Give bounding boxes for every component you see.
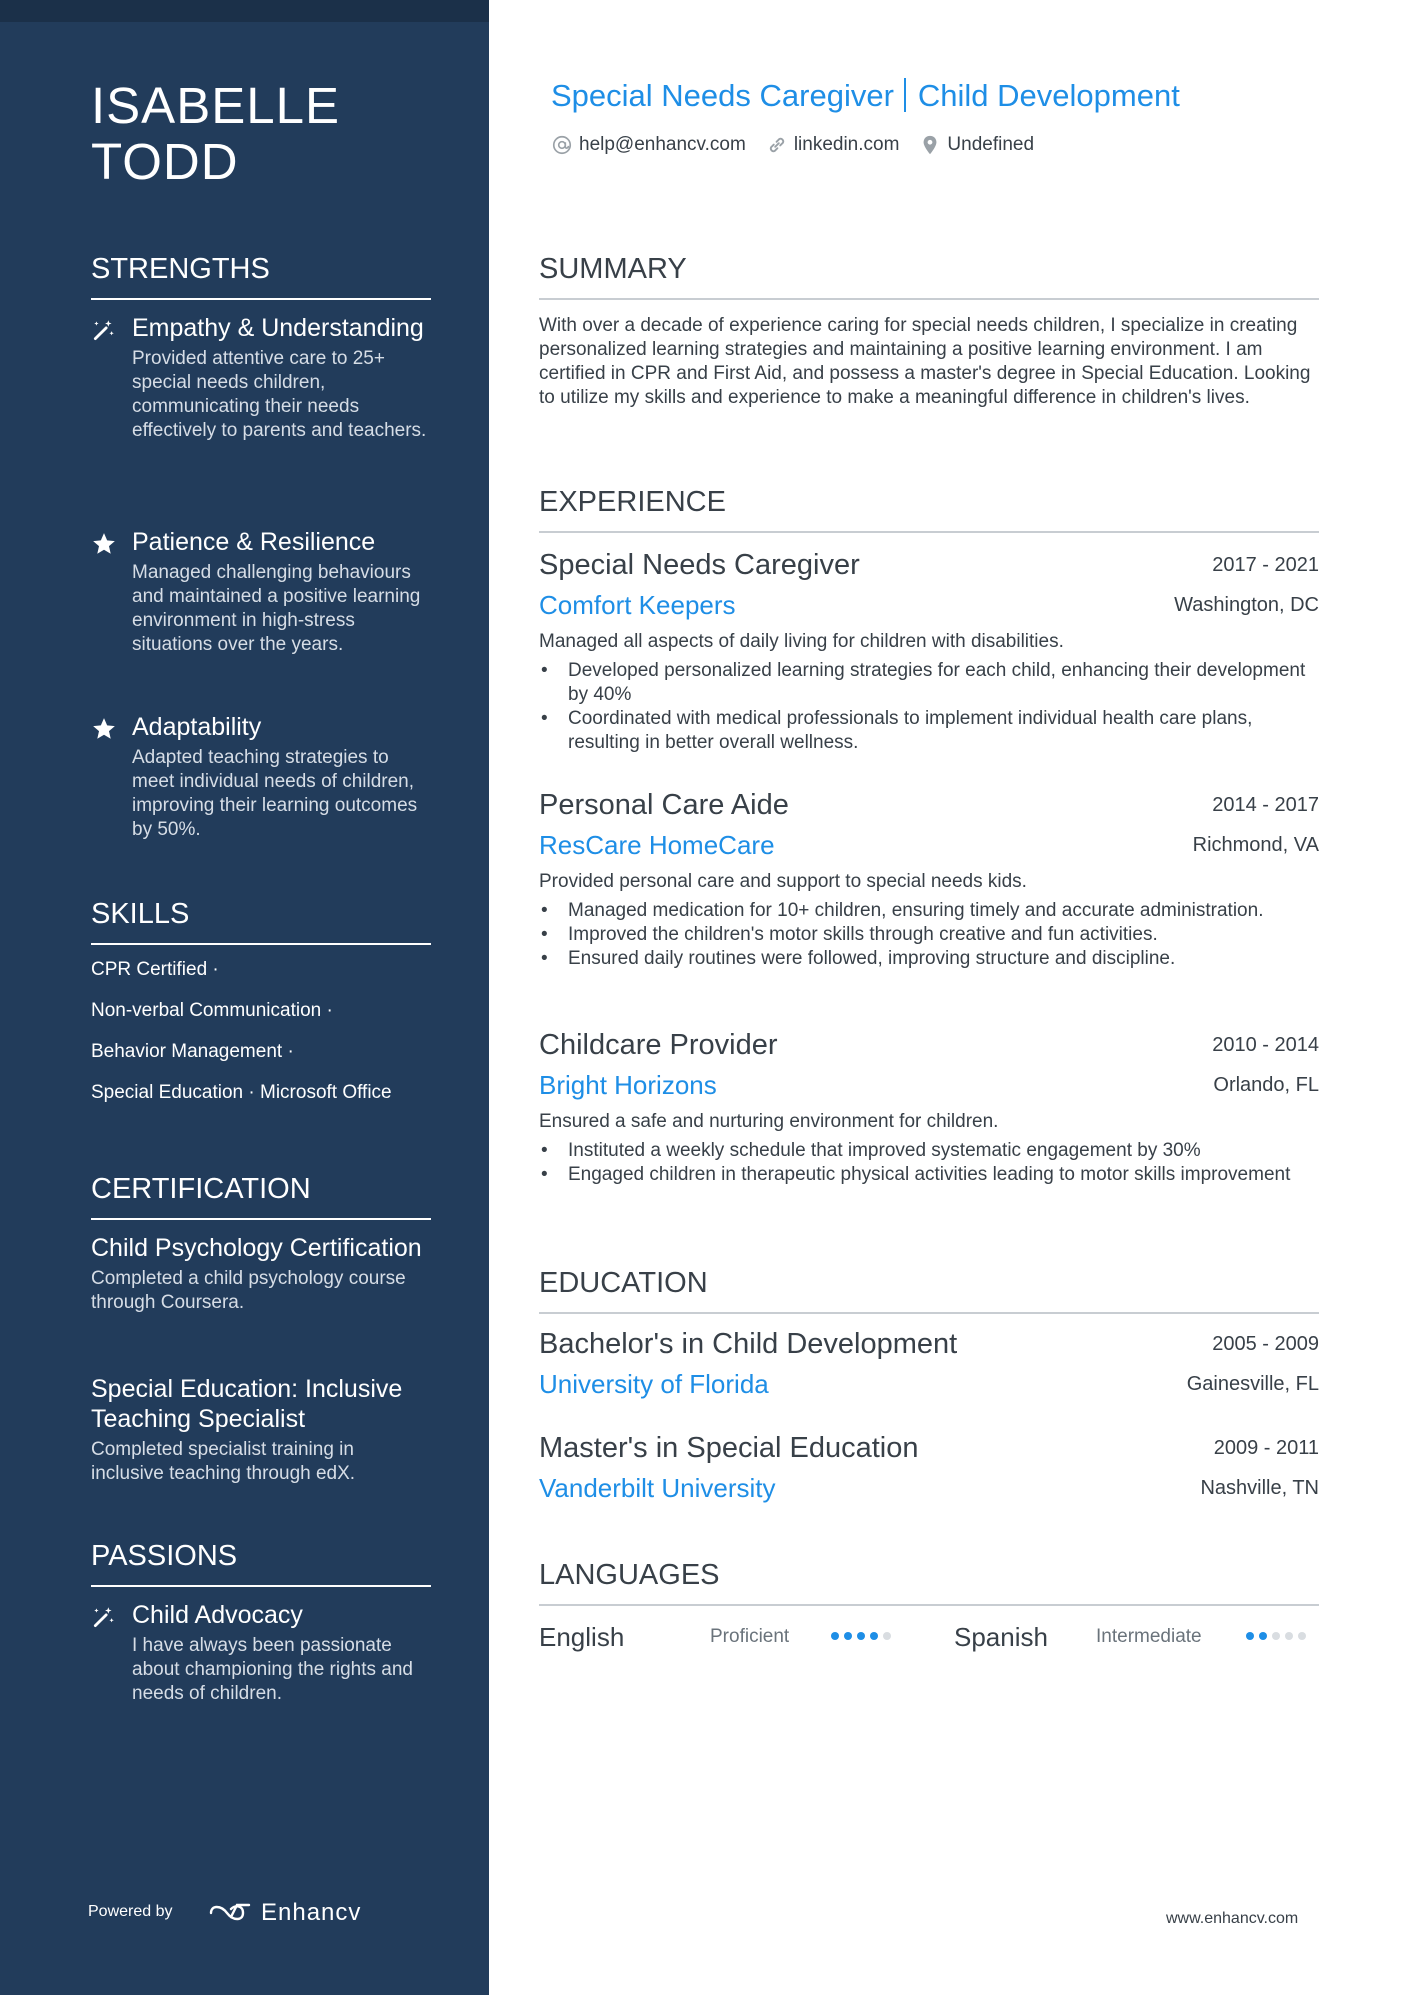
job-title: Special Needs Caregiver bbox=[539, 549, 860, 581]
certification-title: Special Education: Inclusive Teaching Specialist bbox=[91, 1375, 403, 1433]
rating-dot bbox=[1298, 1632, 1306, 1640]
sidebar-top-band bbox=[0, 0, 489, 22]
strength-title: Empathy & Understanding bbox=[132, 314, 424, 342]
location-pin-icon bbox=[919, 134, 941, 156]
rating-dot bbox=[1259, 1632, 1267, 1640]
language-level: Proficient bbox=[710, 1626, 790, 1647]
job-bullet: • Developed personalized learning strategies for each child, enhancing their development by 40% bbox=[539, 659, 1319, 707]
rating-dot bbox=[870, 1632, 878, 1640]
certification-desc: Completed specialist training in inclusive teaching through edX. bbox=[91, 1439, 356, 1484]
headline-separator bbox=[904, 78, 906, 112]
certification-title: Child Psychology Certification bbox=[91, 1234, 422, 1262]
school-name: Vanderbilt University bbox=[539, 1473, 776, 1503]
job-dates: 2014 - 2017 bbox=[1212, 794, 1319, 816]
at-icon bbox=[551, 134, 573, 156]
language-rating bbox=[831, 1632, 891, 1640]
education-dates: 2009 - 2011 bbox=[1213, 1437, 1319, 1459]
strength-title: Patience & Resilience bbox=[132, 528, 376, 556]
language-name: Spanish bbox=[954, 1622, 1048, 1652]
certification-item bbox=[91, 1233, 431, 1315]
contact-linkedin[interactable]: linkedin.com bbox=[766, 134, 900, 156]
strength-desc: Adapted teaching strategies to meet individual needs of children, improving their learning outcomes by 50%. bbox=[132, 747, 418, 840]
school-location: Nashville, TN bbox=[1200, 1477, 1319, 1499]
education-item bbox=[539, 1431, 1319, 1505]
candidate-name: ISABELLE TODD bbox=[91, 77, 340, 190]
degree: Master's in Special Education bbox=[539, 1432, 919, 1464]
summary-heading: SUMMARY bbox=[539, 252, 1319, 300]
summary-text: With over a decade of experience caring for special needs children, I specialize in creating personalized learning strategies and maintaining a positive learning environment. I am certified in CPR and First Aid, and possess a master's degree in Special Education. Looking to utilize my skills and experience to make a meaningful difference in children's lives. bbox=[539, 315, 1311, 408]
enhancv-logo-icon bbox=[207, 1901, 253, 1925]
rating-dot bbox=[883, 1632, 891, 1640]
strength-item bbox=[91, 712, 431, 842]
experience-heading: EXPERIENCE bbox=[539, 485, 1319, 533]
sidebar bbox=[0, 0, 489, 1995]
rating-dot bbox=[1272, 1632, 1280, 1640]
headline: Special Needs Caregiver Child Development bbox=[551, 78, 1180, 113]
contact-email[interactable]: help@enhancv.com bbox=[551, 134, 746, 156]
rating-dot bbox=[1285, 1632, 1293, 1640]
education-item bbox=[539, 1327, 1319, 1401]
job-bullets bbox=[539, 659, 1319, 755]
rating-dot bbox=[844, 1632, 852, 1640]
passions-heading: PASSIONS bbox=[91, 1539, 431, 1587]
skills-heading: SKILLS bbox=[91, 897, 431, 945]
strength-desc: Provided attentive care to 25+ special needs children, communicating their needs effectively to parents and teachers. bbox=[132, 348, 427, 441]
languages-heading: LANGUAGES bbox=[539, 1558, 1319, 1606]
passion-desc: I have always been passionate about championing the rights and needs of children. bbox=[132, 1635, 413, 1704]
experience-item bbox=[539, 548, 1319, 755]
passion-title: Child Advocacy bbox=[132, 1601, 303, 1629]
job-bullet: • Managed medication for 10+ children, ensuring timely and accurate administration. bbox=[539, 899, 1319, 923]
degree: Bachelor's in Child Development bbox=[539, 1328, 958, 1360]
language-name: English bbox=[539, 1622, 625, 1652]
magic-wand-icon bbox=[91, 1604, 117, 1630]
education-dates: 2005 - 2009 bbox=[1212, 1333, 1319, 1355]
company-name: ResCare HomeCare bbox=[539, 830, 775, 860]
job-bullets bbox=[539, 899, 1319, 971]
strength-title: Adaptability bbox=[132, 713, 262, 741]
rating-dot bbox=[1246, 1632, 1254, 1640]
rating-dot bbox=[831, 1632, 839, 1640]
school-location: Gainesville, FL bbox=[1186, 1373, 1319, 1395]
enhancv-brand-text: Enhancv bbox=[261, 1899, 362, 1926]
company-name: Comfort Keepers bbox=[539, 590, 736, 620]
magic-wand-icon bbox=[91, 317, 117, 343]
language-level: Intermediate bbox=[1096, 1626, 1202, 1647]
job-bullet: • Coordinated with medical professionals to implement individual health care plans, resulting in better overall wellness. bbox=[539, 707, 1319, 755]
star-icon bbox=[91, 531, 117, 557]
job-bullets bbox=[539, 1139, 1319, 1187]
strength-item bbox=[91, 313, 431, 443]
job-dates: 2017 - 2021 bbox=[1212, 554, 1319, 576]
powered-by-label: Powered by bbox=[88, 1903, 173, 1920]
skill-tag: Non-verbal Communication bbox=[91, 1000, 322, 1021]
experience-item bbox=[539, 1028, 1319, 1187]
star-icon bbox=[91, 716, 117, 742]
skill-tag: Microsoft Office bbox=[260, 1082, 392, 1103]
job-description: Provided personal care and support to special needs kids. bbox=[539, 871, 1027, 892]
skill-tag: Special Education bbox=[91, 1082, 244, 1103]
company-name: Bright Horizons bbox=[539, 1070, 717, 1100]
job-bullet: • Ensured daily routines were followed, improving structure and discipline. bbox=[539, 947, 1319, 971]
job-description: Managed all aspects of daily living for children with disabilities. bbox=[539, 631, 1064, 652]
contact-info bbox=[551, 134, 1034, 156]
job-title: Personal Care Aide bbox=[539, 789, 789, 821]
passion-item bbox=[91, 1600, 431, 1706]
rating-dot bbox=[857, 1632, 865, 1640]
job-location: Orlando, FL bbox=[1213, 1074, 1319, 1096]
contact-location: Undefined bbox=[919, 134, 1034, 156]
certification-heading: CERTIFICATION bbox=[91, 1172, 431, 1220]
strength-desc: Managed challenging behaviours and maintained a positive learning environment in high-stress situations over the years. bbox=[132, 562, 421, 655]
link-icon bbox=[766, 134, 788, 156]
language-rating bbox=[1246, 1632, 1306, 1640]
enhancv-logo[interactable] bbox=[207, 1898, 361, 1928]
education-heading: EDUCATION bbox=[539, 1266, 1319, 1314]
job-bullet: • Engaged children in therapeutic physical activities leading to motor skills improvement bbox=[539, 1163, 1319, 1187]
certification-desc: Completed a child psychology course through Coursera. bbox=[91, 1268, 406, 1313]
job-bullet: • Improved the children's motor skills through creative and fun activities. bbox=[539, 923, 1319, 947]
job-location: Richmond, VA bbox=[1192, 834, 1319, 856]
school-name: University of Florida bbox=[539, 1369, 769, 1399]
job-bullet: • Instituted a weekly schedule that improved systematic engagement by 30% bbox=[539, 1139, 1319, 1163]
skills-list: CPR Certified · Non-verbal Communication · Behavior Management · Special Education · Microsoft Office bbox=[91, 959, 392, 1103]
main-content bbox=[489, 0, 1410, 1995]
experience-item bbox=[539, 788, 1319, 971]
skill-tag: Behavior Management bbox=[91, 1041, 283, 1062]
skill-tag: CPR Certified bbox=[91, 959, 208, 980]
certification-item bbox=[91, 1374, 431, 1486]
job-title: Childcare Provider bbox=[539, 1029, 778, 1061]
job-dates: 2010 - 2014 bbox=[1212, 1034, 1319, 1056]
strengths-heading: STRENGTHS bbox=[91, 252, 431, 300]
job-description: Ensured a safe and nurturing environment for children. bbox=[539, 1111, 999, 1132]
strength-item bbox=[91, 527, 431, 657]
footer-website[interactable]: www.enhancv.com bbox=[1166, 1910, 1299, 1927]
job-location: Washington, DC bbox=[1174, 594, 1319, 616]
